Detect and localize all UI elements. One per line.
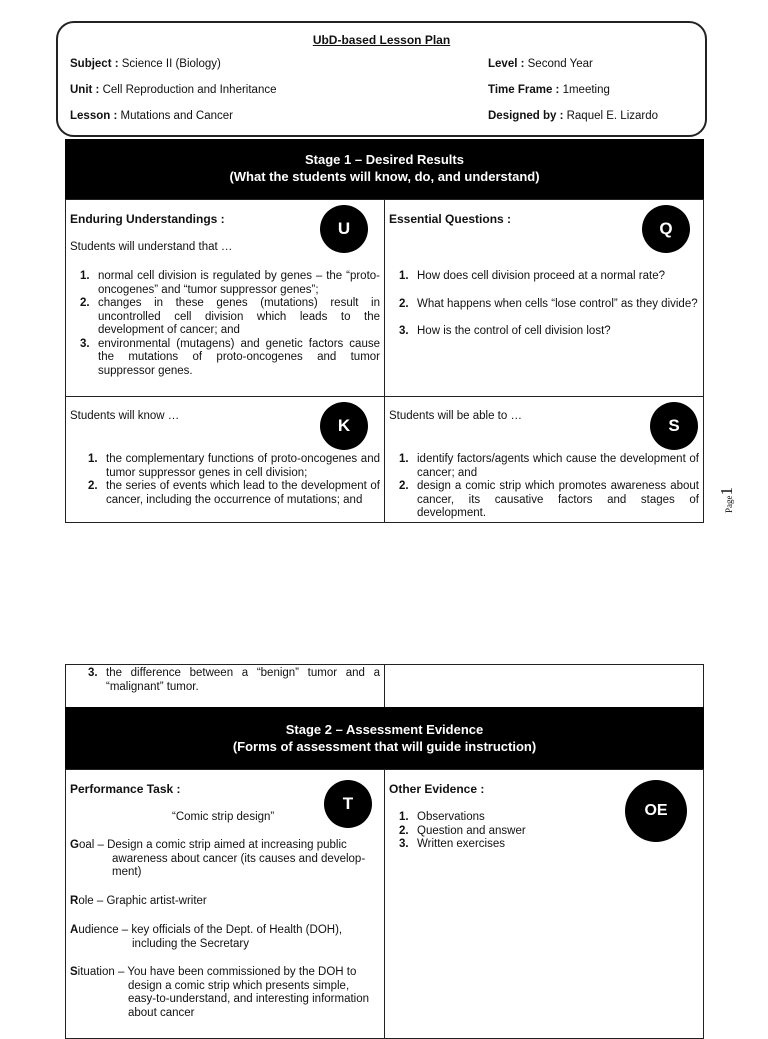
designer-value: Raquel E. Lizardo [566, 110, 659, 122]
unit-row [70, 84, 276, 96]
designer-label: Designed by : [488, 110, 564, 122]
eu-list [70, 270, 380, 378]
oe-badge-icon: OE [625, 780, 687, 842]
page-number: 1 [717, 487, 736, 496]
skills-intro: Students will be able to … [389, 410, 522, 422]
list-item: How is the control of cell division lost? [417, 325, 611, 337]
list-item: What happens when cells “lose control” as they divide? [417, 297, 698, 310]
eu-intro: Students will understand that … [70, 241, 233, 253]
audience-line [70, 924, 380, 951]
essential-questions-cell [384, 199, 704, 397]
know-list [78, 453, 380, 507]
timeframe-value: 1meeting [562, 84, 610, 96]
skills-list [389, 453, 699, 521]
enduring-understandings-heading: Enduring Understandings : [70, 212, 225, 226]
lesson-header-box [56, 21, 707, 137]
s-badge-icon: S [650, 402, 698, 450]
list-item: environmental (mutagens) and genetic factors cause the mutations of proto-oncogenes and tumor suppressor genes. [98, 337, 380, 377]
k-badge-icon: K [320, 402, 368, 450]
audience-cap: A [70, 924, 79, 936]
goal-cap: G [70, 839, 79, 851]
unit-value: Cell Reproduction and Inheritance [102, 84, 277, 96]
unit-label: Unit : [70, 84, 100, 96]
performance-task-heading: Performance Task : [70, 782, 181, 796]
designer-row [488, 110, 658, 122]
level-row [488, 58, 593, 70]
stage1-subtitle: (What the students will know, do, and understand) [229, 169, 540, 184]
stage1-title: Stage 1 – Desired Results [305, 152, 464, 167]
subject-value: Science II (Biology) [121, 58, 221, 70]
audience-text: udience – key officials of the Dept. of Health (DOH), [78, 924, 343, 936]
page-word: Page [724, 495, 734, 513]
role-cap: R [70, 895, 79, 907]
subject-label: Subject : [70, 58, 119, 70]
students-know-cell [65, 396, 385, 523]
goal-continuation: awareness about cancer (its causes and develop-ment) [112, 852, 366, 878]
list-item: Question and answer [417, 824, 526, 837]
stage2-subtitle: (Forms of assessment that will guide instruction) [232, 739, 537, 754]
other-evidence-heading: Other Evidence : [389, 782, 485, 796]
situation-cap: S [70, 966, 78, 978]
list-item: design a comic strip which promotes awareness about cancer, its causative factors and stages of development. [417, 480, 699, 519]
lesson-row [70, 110, 233, 122]
t-badge-icon: T [324, 780, 372, 828]
other-evidence-cell [384, 769, 704, 1039]
eq-list [389, 270, 699, 353]
stage1-banner [65, 139, 704, 199]
lesson-value: Mutations and Cancer [120, 110, 234, 122]
audience-continuation: including the Secretary [132, 937, 249, 950]
goal-text: oal – Design a comic strip aimed at increasing public [78, 839, 347, 851]
level-value: Second Year [527, 58, 593, 70]
essential-questions-heading: Essential Questions : [389, 212, 512, 226]
stage2-banner [65, 707, 704, 769]
skills-continuation-cell [384, 664, 704, 708]
timeframe-label: Time Frame : [488, 84, 560, 96]
lesson-plan-title: UbD-based Lesson Plan [312, 33, 451, 47]
students-skills-cell [384, 396, 704, 523]
list-item: the series of events which lead to the development of cancer, including the occurrence of mutations; and [106, 480, 380, 506]
list-item: Written exercises [417, 838, 505, 850]
performance-task-cell [65, 769, 385, 1039]
know-item-3 [78, 667, 380, 694]
page-marker [717, 470, 754, 526]
know-intro: Students will know … [70, 410, 180, 422]
list-item: changes in these genes (mutations) result in uncontrolled cell division which leads to the development of cancer; and [98, 297, 380, 336]
q-badge-icon: Q [642, 205, 690, 253]
subject-row [70, 58, 221, 70]
other-evidence-list [389, 811, 609, 852]
situation-continuation: design a comic strip which presents simple, easy-to-understand, and interesting information about cancer [128, 979, 370, 1019]
timeframe-row [488, 84, 610, 96]
u-badge-icon: U [320, 205, 368, 253]
list-item: How does cell division proceed at a normal rate? [417, 270, 666, 282]
level-label: Level : [488, 58, 525, 70]
goal-line [70, 839, 380, 880]
list-item: identify factors/agents which cause the development of cancer; and [417, 453, 699, 479]
enduring-understandings-cell [65, 199, 385, 397]
list-item: normal cell division is regulated by genes – the “proto-oncogenes” and “tumor suppressor genes”; [98, 270, 380, 296]
item-text: the difference between a “benign” tumor and a “malignant” tumor. [106, 667, 380, 693]
list-item: the complementary functions of proto-oncogenes and tumor suppressor genes in cell division; [106, 453, 380, 479]
know-continuation-cell [65, 664, 385, 708]
task-title: “Comic strip design” [172, 811, 275, 823]
stage2-title: Stage 2 – Assessment Evidence [285, 722, 484, 737]
situation-text: ituation – You have been commissioned by the DOH to [77, 966, 357, 978]
lesson-label: Lesson : [70, 110, 118, 122]
role-line [70, 895, 380, 909]
item-number: 3. [88, 667, 98, 679]
situation-line [70, 966, 380, 1020]
role-text: ole – Graphic artist-writer [78, 895, 207, 907]
list-item: Observations [417, 811, 485, 823]
